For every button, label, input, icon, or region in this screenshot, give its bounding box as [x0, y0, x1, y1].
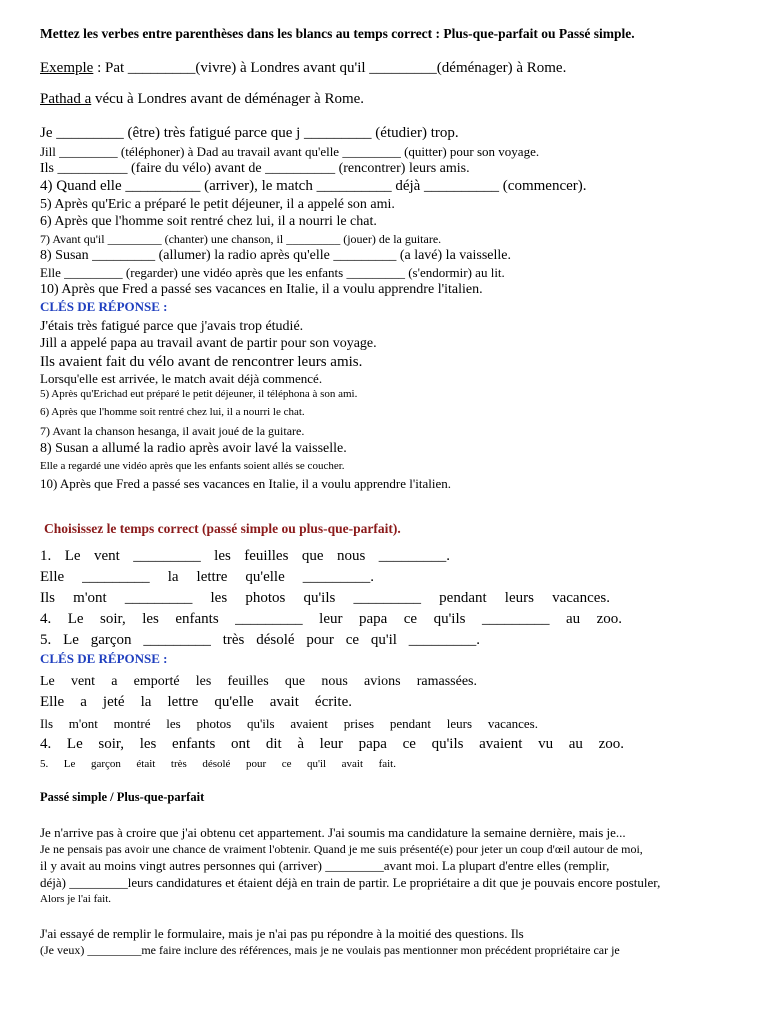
answer-2-line: Elle a jeté la lettre qu'elle avait écrite.	[40, 693, 352, 710]
answer-1-line: 7) Avant la chanson hesanga, il avait joué de la guitare.	[40, 424, 305, 438]
answer-1-line: 5) Après qu'Erichad eut préparé le petit déjeuner, il téléphona à son ami.	[40, 388, 358, 400]
paragraph-1-line: Je ne pensais pas avoir une chance de vraiment l'obtenir. Quand je me suis présenté(e) pour jeter un coup d'œil autour de moi,	[40, 841, 643, 856]
answer-2-line: 4. Le soir, les enfants ont dit à leur papa ce qu'ils avaient vu au zoo.	[40, 735, 624, 752]
exercise-2-line: 5. Le garçon _________ très désolé pour ce qu'il _________.	[40, 631, 480, 648]
example-line	[40, 59, 730, 78]
answer-1-line: J'étais très fatigué parce que j'avais trop étudié.	[40, 318, 304, 334]
answer-1-line: Jill a appelé papa au travail avant de partir pour son voyage.	[40, 336, 377, 351]
answer-2-line: Le vent a emporté les feuilles que nous avions ramassées.	[40, 673, 477, 689]
example-answer-name: Pathad a	[40, 90, 92, 107]
answer-key-label-1: CLÉS DE RÉPONSE :	[40, 298, 168, 314]
answer-1-line: 10) Après que Fred a passé ses vacances en Italie, il a voulu apprendre l'italien.	[40, 475, 451, 491]
exercise-1-line: 8) Susan _________ (allumer) la radio après qu'elle _________ (a lavé) la vaisselle.	[40, 247, 511, 263]
exercise-2-line: 1. Le vent _________ les feuilles que nous _________.	[40, 547, 450, 564]
example-answer-text: vécu à Londres avant de déménager à Rome.	[91, 90, 365, 107]
paragraph-2-line: J'ai essayé de remplir le formulaire, mais je n'ai pas pu répondre à la moitié des questions. Ils	[40, 925, 524, 941]
answer-1-line: 6) Après que l'homme soit rentré chez lui, il a nourri le chat.	[40, 406, 305, 418]
answer-1-line: 8) Susan a allumé la radio après avoir lavé la vaisselle.	[40, 441, 347, 456]
instructions-1: Mettez les verbes entre parenthèses dans les blancs au temps correct : Plus-que-parfait ou Passé simple.	[40, 26, 635, 41]
paragraph-2	[40, 925, 730, 958]
answer-key-label-2: CLÉS DE RÉPONSE :	[40, 650, 168, 666]
exercise-1-line: 10) Après que Fred a passé ses vacances en Italie, il a voulu apprendre l'italien.	[40, 282, 483, 297]
worksheet	[40, 24, 730, 958]
exercise-2	[40, 546, 730, 651]
paragraph-2-line: (Je veux) _________me faire inclure des références, mais je ne voulais pas mentionner mon précédent propriétaire car je	[40, 942, 620, 957]
exercise-1-line: 5) Après qu'Eric a préparé le petit déjeuner, il a appelé son ami.	[40, 196, 395, 212]
instructions-2: Choisissez le temps correct (passé simple ou plus-que-parfait).	[44, 520, 401, 536]
example-answer	[40, 90, 730, 109]
answers-2	[40, 671, 730, 773]
exercise-1-line: Je _________ (être) très fatigué parce que j _________ (étudier) trop.	[40, 125, 459, 141]
answer-2-line: 5. Le garçon était très désolé pour ce qu'il avait fait.	[40, 757, 396, 770]
exercise-2-line: Ils m'ont _________ les photos qu'ils _________ pendant leurs vacances.	[40, 589, 610, 606]
exercise-1-line: 7) Avant qu'il _________ (chanter) une chanson, il _________ (jouer) de la guitare.	[40, 231, 442, 246]
paragraph-1-line: déjà) _________leurs candidatures et étaient déjà en train de partir. Le propriétaire a dit que je pouvais encore postuler,	[40, 874, 661, 890]
exercise-1-line: Jill _________ (téléphoner) à Dad au travail avant qu'elle _________ (quitter) pour son voyage.	[40, 143, 540, 159]
exercise-1-line: 4) Quand elle __________ (arriver), le match __________ déjà __________ (commencer).	[40, 178, 587, 194]
paragraph-1	[40, 824, 730, 908]
paragraph-1-line: Alors je l'ai fait.	[40, 892, 112, 905]
exercise-1	[40, 124, 730, 299]
paragraph-1-line: il y avait au moins vingt autres personnes qui (arriver) _________avant moi. La plupart d'entre elles (remplir,	[40, 857, 610, 873]
example-label: Exemple	[40, 60, 94, 76]
answer-1-line: Lorsqu'elle est arrivée, le match avait déjà commencé.	[40, 371, 323, 386]
answer-2-line: Ils m'ont montré les photos qu'ils avaient prises pendant leurs vacances.	[40, 715, 538, 731]
paragraph-1-line: Je n'arrive pas à croire que j'ai obtenu cet appartement. J'ai soumis ma candidature la semaine dernière, mais je...	[40, 824, 626, 840]
exercise-2-line: Elle _________ la lettre qu'elle _________.	[40, 568, 374, 585]
example-text: : Pat _________(vivre) à Londres avant qu'il _________(déménager) à Rome.	[93, 60, 567, 76]
answer-1-line: Ils avaient fait du vélo avant de rencontrer leurs amis.	[40, 353, 363, 370]
exercise-1-line: Elle _________ (regarder) une vidéo après que les enfants _________ (s'endormir) au lit.	[40, 265, 505, 280]
exercise-1-line: 6) Après que l'homme soit rentré chez lui, il a nourri le chat.	[40, 214, 377, 229]
answers-1	[40, 318, 730, 493]
exercise-2-line: 4. Le soir, les enfants _________ leur papa ce qu'ils _________ au zoo.	[40, 610, 622, 627]
answer-1-line: Elle a regardé une vidéo après que les enfants soient allés se coucher.	[40, 459, 345, 472]
exercise-1-line: Ils __________ (faire du vélo) avant de __________ (rencontrer) leurs amis.	[40, 160, 470, 176]
section-3-title: Passé simple / Plus-que-parfait	[40, 789, 205, 804]
